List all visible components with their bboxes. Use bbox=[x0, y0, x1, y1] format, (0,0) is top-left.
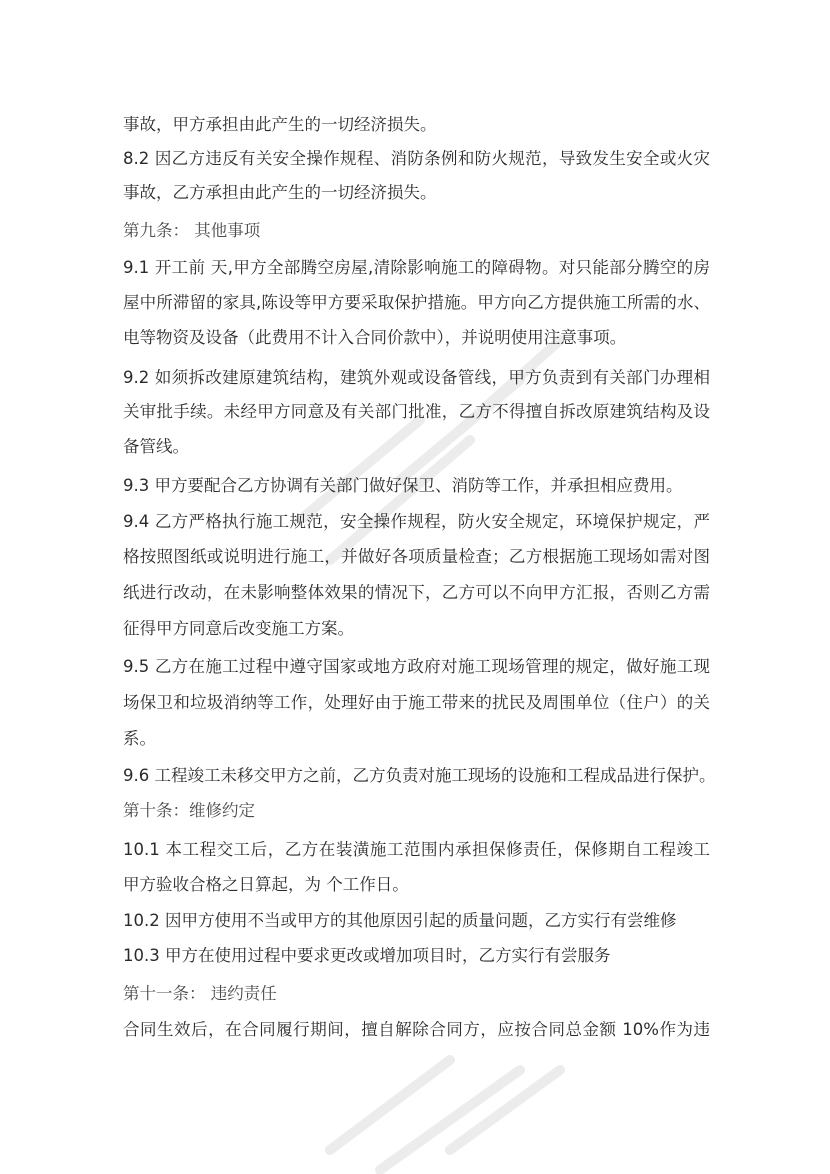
text-line: 电等物资及设备（此费用不计入合同价款中），并说明使用注意事项。 bbox=[123, 328, 627, 347]
text-line: 10.3 甲方在使用过程中要求更改或增加项目时，乙方实行有尝服务 bbox=[123, 946, 611, 965]
text-line: 9.1 开工前 天,甲方全部腾空房屋,清除影响施工的障碍物。对只能部分腾空的房 bbox=[123, 258, 710, 277]
text-line: 9.3 甲方要配合乙方协调有关部门做好保卫、消防等工作，并承担相应费用。 bbox=[123, 476, 683, 495]
text-line: 场保卫和垃圾消纳等工作，处理好由于施工带来的扰民及周围单位（住户）的关 bbox=[123, 693, 710, 712]
text-line: 9.5 乙方在施工过程中遵守国家或地方政府对施工现场管理的规定，做好施工现 bbox=[123, 657, 710, 676]
watermark-stroke bbox=[400, 380, 520, 480]
text-line: 事故，乙方承担由此产生的一切经济损失。 bbox=[123, 183, 437, 202]
section-heading-9: 第九条： 其他事项 bbox=[123, 221, 261, 240]
text-line: 系。 bbox=[123, 729, 156, 748]
text-line: 纸进行改动，在未影响整体效果的情况下，乙方可以不向甲方汇报，否则乙方需 bbox=[123, 583, 710, 602]
text-line: 征得甲方同意后改变施工方案。 bbox=[123, 619, 354, 638]
text-line: 备管线。 bbox=[123, 437, 189, 456]
text-line: 格按照图纸或说明进行施工，并做好各项质量检查；乙方根据施工现场如需对图 bbox=[123, 547, 710, 566]
text-line: 合同生效后，在合同履行期间，擅自解除合同方，应按合同总金额 10%作为违 bbox=[123, 1020, 710, 1039]
text-line: 关审批手续。未经甲方同意及有关部门批准，乙方不得擅自拆改原建筑结构及设 bbox=[123, 402, 710, 421]
text-line: 9.4 乙方严格执行施工规范，安全操作规程，防火安全规定，环境保护规定，严 bbox=[123, 512, 710, 531]
section-heading-10: 第十条：维修约定 bbox=[123, 801, 255, 820]
text-line: 10.2 因甲方使用不当或甲方的其他原因引起的质量问题，乙方实行有尝维修 bbox=[123, 911, 677, 930]
watermark-stroke bbox=[450, 1070, 560, 1150]
section-heading-11: 第十一条： 违约责任 bbox=[123, 984, 277, 1003]
watermark-stroke bbox=[380, 1070, 520, 1170]
text-line: 8.2 因乙方违反有关安全操作规程、消防条例和防火规范，导致发生安全或火灾 bbox=[123, 149, 710, 168]
text-line: 甲方验收合格之日算起，为 个工作日。 bbox=[123, 875, 409, 894]
text-line: 9.6 工程竣工未移交甲方之前，乙方负责对施工现场的设施和工程成品进行保护。 bbox=[123, 766, 716, 785]
text-line: 9.2 如须拆改建原建筑结构，建筑外观或设备管线，甲方负责到有关部门办理相 bbox=[123, 368, 710, 387]
text-line: 事故，甲方承担由此产生的一切经济损失。 bbox=[123, 115, 437, 134]
watermark-stroke bbox=[330, 1060, 450, 1150]
text-line: 10.1 本工程交工后，乙方在装潢施工范围内承担保修责任，保修期自工程竣工 bbox=[123, 840, 710, 859]
text-line: 屋中所滞留的家具,陈设等甲方要采取保护措施。甲方向乙方提供施工所需的水、 bbox=[123, 293, 710, 312]
